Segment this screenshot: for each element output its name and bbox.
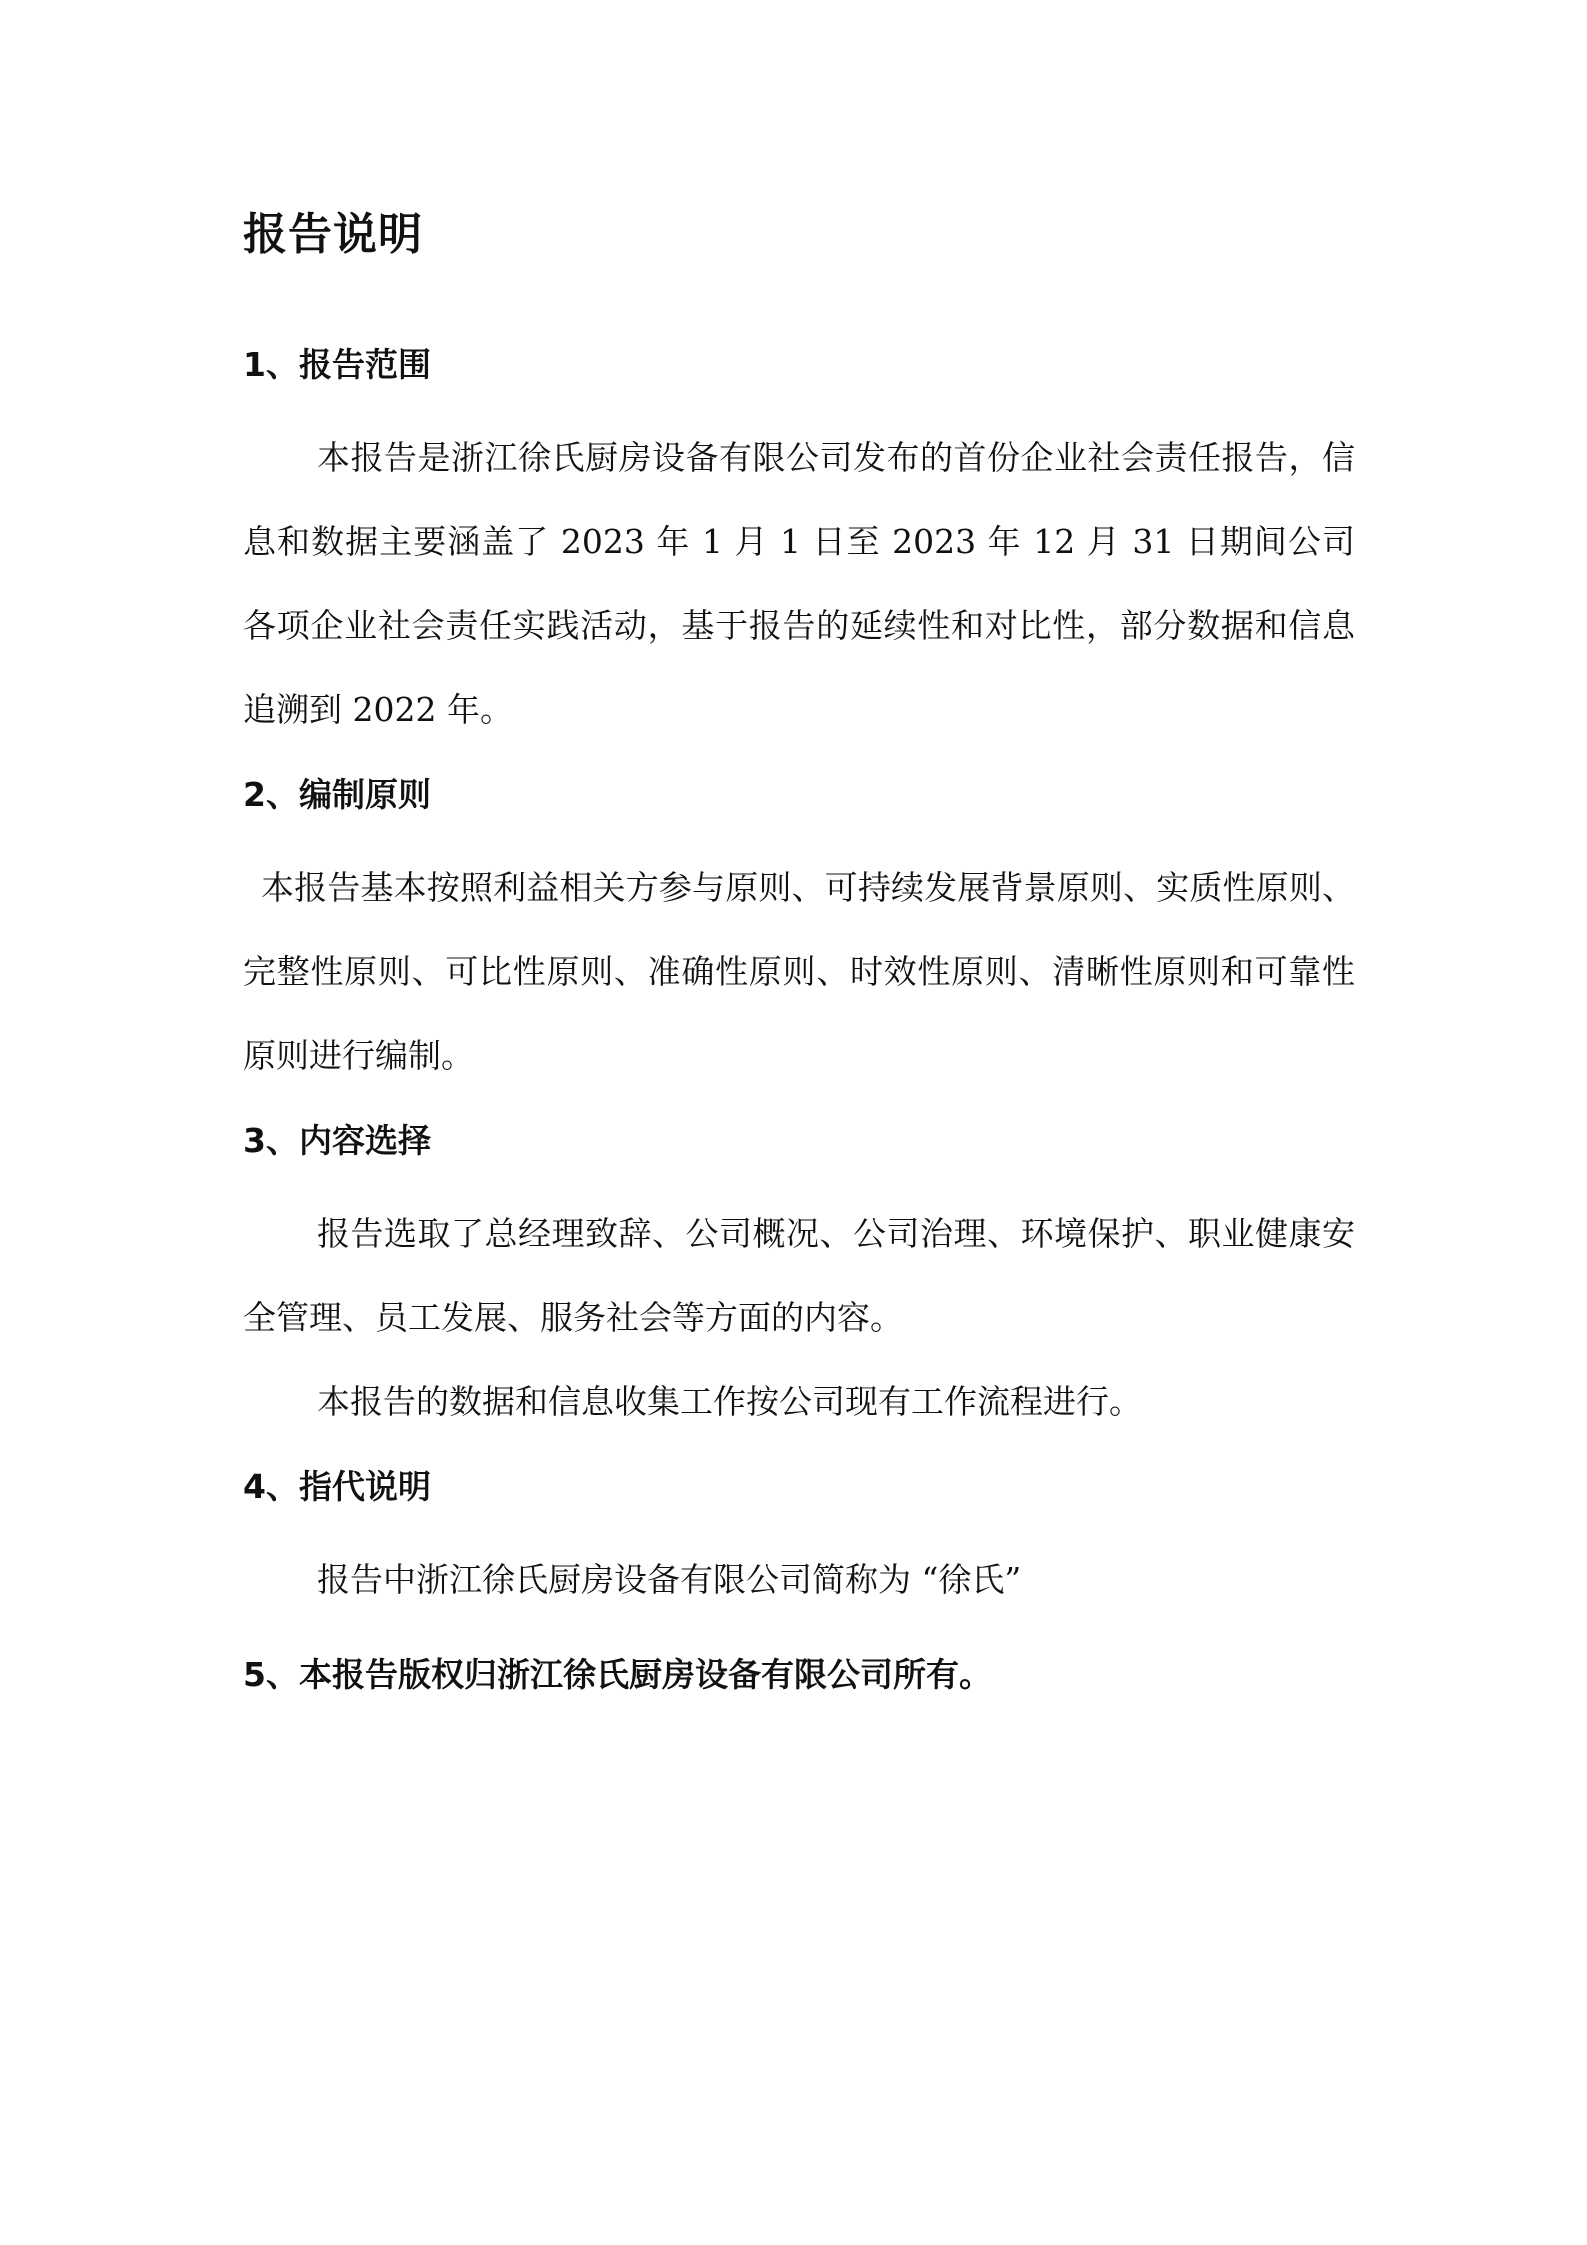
section-reference-note: [243, 1458, 1355, 1622]
section-heading: 3、内容选择: [243, 1121, 431, 1160]
section-heading: 2、编制原则: [243, 775, 431, 814]
document-content: [243, 200, 1355, 1726]
section-content-selection: [243, 1112, 1355, 1444]
section-paragraph: 报告中浙江徐氏厨房设备有限公司简称为 “徐氏”: [317, 1560, 1022, 1599]
section-paragraph: 本报告基本按照利益相关方参与原则、可持续发展背景原则、实质性原则、完整性原则、可比性原则、准确性原则、时效性原则、清晰性原则和可靠性原则进行编制。: [243, 868, 1355, 1075]
section-paragraph: 报告选取了总经理致辞、公司概况、公司治理、环境保护、职业健康安全管理、员工发展、服务社会等方面的内容。: [243, 1214, 1355, 1337]
document-title: 报告说明: [243, 209, 423, 260]
section-paragraph: 本报告的数据和信息收集工作按公司现有工作流程进行。: [317, 1382, 1142, 1421]
section-copyright: [243, 1646, 1355, 1704]
section-heading: 1、报告范围: [243, 345, 431, 384]
section-report-scope: [243, 336, 1355, 752]
section-heading: 4、指代说明: [243, 1467, 431, 1506]
section-compilation-principles: [243, 766, 1355, 1098]
section-paragraph: 本报告是浙江徐氏厨房设备有限公司发布的首份企业社会责任报告，信息和数据主要涵盖了 2023 年 1 月 1 日至 2023 年 12 月 31 日期间公司各项企业社会责任实践活动，基于报告的延续性和对比性，部分数据和信息追溯到 2022 年。: [243, 438, 1355, 729]
section-heading: 5、本报告版权归浙江徐氏厨房设备有限公司所有。: [243, 1655, 992, 1694]
